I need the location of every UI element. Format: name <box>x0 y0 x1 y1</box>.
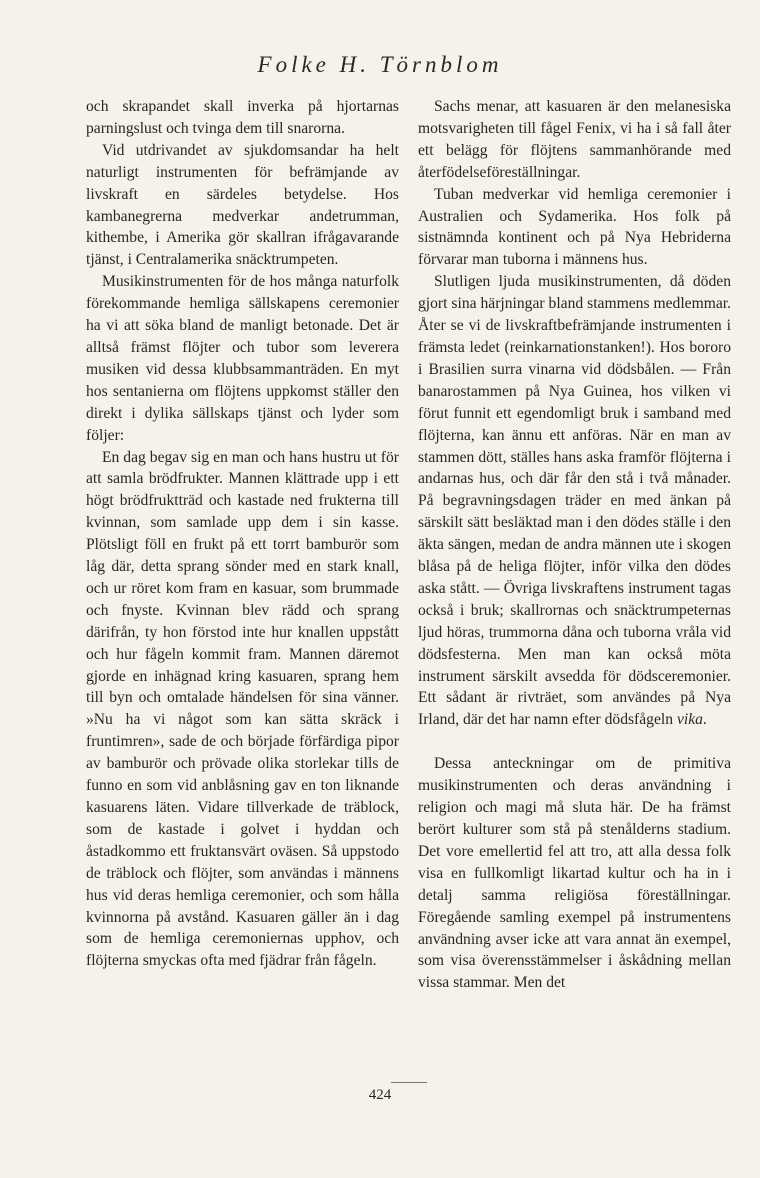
italic-term: vika <box>676 711 703 729</box>
paragraph-text: Slutligen ljuda musikinstrumenten, då döden gjort sina härjningar bland stammens medlemmar. Åter se vi de livskraftbefrämjande instrumenten i främsta ledet (reinkarnationstanken!). Hos bororo i Brasilien surra vinarna vid dödsbålen. — Från banarostammen på Nya Guinea, hos vilken vi förut funnit ett egendomligt bruk i samband med flöjterna, kan ännu ett anföras. När en man av stammen dött, ställes hans aska framför flöjterna i andarnas hus, och där får den stå i två månader. På begravningsdagen träder en med änkan på särskilt sätt besläktad man i den dödes ställe i den äkta sängen, medan de andra männen ute i skogen blåsa på de heliga flöjter, inför vilka den dödes aska stått. — Övriga livskraftens instrument tagas också i bruk; skallrornas och snäcktrumpeternas ljud höras, trummorna dåna och tuborna vråla vid dödsfesterna. Men man kan också möta instrument särskilt avsedda för dödsceremonier. Ett sådant är rivträet, som användes på Nya Irland, där det har namn efter dödsfågeln <box>418 273 731 729</box>
punctuation: . <box>702 711 707 729</box>
page-number: 424 <box>368 1087 392 1103</box>
paragraph <box>418 271 731 731</box>
paragraph: och skrapandet skall inverka på hjortarnas parningslust och tvinga dem till snarorna. <box>86 98 399 137</box>
right-column <box>418 96 731 994</box>
footer-rule <box>391 1082 427 1083</box>
paragraph: Dessa anteckningar om de primitiva musikinstrumenten och deras användning i religion och magi må sluta här. De ha främst berört kulturer som stå på stenålderns stadium. Det vore emellertid fel att tro, att alla dessa folk visa en fullkomligt likartad kultur och ha in i detalj samma religiösa föreställningar. Föregående samling exempel på instrumentens användning avser icke att vara annat än exempel, som visa överensstämmelser i åskådning mellan vissa stammar. Men det <box>418 755 731 992</box>
running-title: Folke H. Törnblom <box>257 52 503 77</box>
paragraph: Tuban medverkar vid hemliga ceremonier i Australien och Sydamerika. Hos folk på sistnämnda kontinent och på Nya Hebriderna förvarar man tuborna i männens hus. <box>418 185 731 269</box>
paragraph: Sachs menar, att kasuaren är den melanesiska motsvarigheten till fågel Fenix, vi ha i så fall åter ett belägg för flöjtens sammanhörande med återfödelseföreställningar. <box>418 98 731 181</box>
paragraph: Vid utdrivandet av sjukdomsandar ha helt naturligt instrumenten för befrämjande av livskraft en särdeles betydelse. Hos kambanegrerna medverkar andetrumman, kithembe, i Amerika gör skallran ifrågavarande tjänst, i Centralamerika snäcktrumpeten. <box>86 141 399 269</box>
left-column <box>86 96 399 972</box>
paragraph: En dag begav sig en man och hans hustru ut för att samla brödfrukter. Mannen klättrade upp i ett högt brödfruktträd och kastade ned frukterna till kvinnan, som samlade upp dem i sin kasse. Plötsligt föll en frukt på ett torrt bamburör som låg där, detta sprang sönder med en stark knall, och ur röret kom fram en kasuar, som brummade och fnyste. Kvinnan blev rädd och sprang därifrån, ty hon förstod inte hur knallen uppstått och hur fågeln kommit fram. Mannen däremot gjorde en inhägnad kring kasuaren, sprang hem till byn och omtalade händelsen för sina vänner. »Nu ha vi något som kan sätta skräck i fruntimren», sade de och började förfärdiga pipor av bamburör och prövade olika storlekar tills de funno en som vid anblåsning gav en ton liknande kasuarens läten. Vidare tillverkade de träblock, som de kastade i golvet i hyddan och åstadkommo ett fruktansvärt oväsen. Så uppstodo de träblock och flöjter, som användas i männens hus vid deras hemliga ceremonier, och som hålla kvinnorna på avstånd. Kasuaren gäller än i dag som de hemliga ceremoniernas upphov, och flöjterna smyckas ofta med fjädrar från fågeln. <box>86 448 399 970</box>
paragraph: Musikinstrumenten för de hos många naturfolk förekommande hemliga sällskapens ceremonier ha vi att söka bland de manligt betonade. Det är alltså främst flöjter och tubor som leverera musiken vid dessa klubbsammanträden. En myt hos sentanierna om flöjtens uppkomst ställer den direkt i dylika sällskaps tjänst och lyder som följer: <box>86 273 399 444</box>
